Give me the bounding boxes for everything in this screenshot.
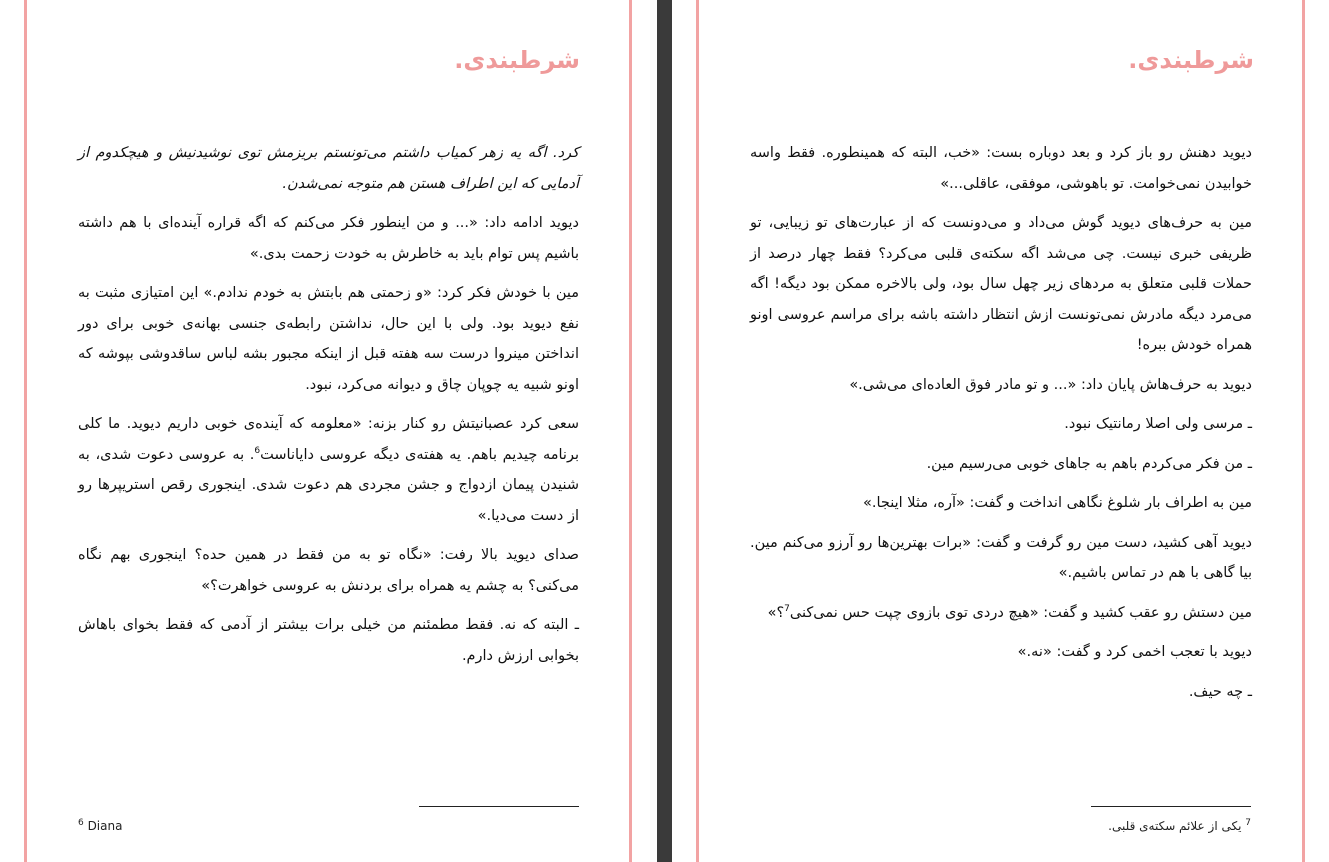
- paragraph: ـ مرسی ولی اصلا رمانتیک نبود.: [1064, 416, 1252, 432]
- footnote-number: 7: [1245, 818, 1251, 828]
- paragraph: مین به حرف‌های دیوید گوش می‌داد و می‌دونست که از عبارت‌های تو زیبایی، تو ظریفی خبری نیست. چی می‌شد اگه سکته‌ی قلبی می‌کرد؟ فقط چهار درصد از حملات قلبی متعلق به مردهای زیر چهل سال بود، ولی بالاخره ممکن بود دیگه! اگه می‌مرد دیگه مادرش نمی‌تونست ازش انتظار داشته باشه برای مراسم عروسی اونو همراه خودش ببره!: [750, 215, 1252, 353]
- footnote-divider: [419, 806, 579, 807]
- left-page-header: شرطبندی.: [454, 46, 580, 74]
- left-page-border-inner: [629, 0, 632, 862]
- paragraph: کرد. اگه یه زهر کمیاب داشتم می‌تونستم بریزمش توی نوشیدنیش و هیچکدوم از آدمایی که این اطراف هستن هم متوجه نمی‌شدن.: [78, 145, 579, 192]
- left-page-border-outer: [24, 0, 27, 862]
- right-page-border-outer: [1302, 0, 1305, 862]
- paragraph: دیوید دهنش رو باز کرد و بعد دوباره بست: «خب، البته که همینطوره. فقط واسه خوابیدن نمی‌خوامت. تو باهوشی، موفقی، عاقلی...»: [750, 145, 1252, 192]
- paragraph-text: سعی کرد عصبانیتش رو کنار بزنه: «معلومه که آینده‌ی خوبی داریم دیوید. ما کلی برنامه چیدیم باهم. یه هفته‌ی دیگه عروسی دایاناست: [78, 416, 579, 463]
- footnote: [1108, 819, 1251, 833]
- footnote-number: 6: [78, 818, 84, 828]
- left-page: [0, 0, 657, 862]
- paragraph: مین با خودش فکر کرد: «و زحمتی هم بابتش به خودم ندادم.» این امتیازی مثبت به نفع دیوید بود. ولی با این حال، نداشتن رابطه‌ی جنسی بهانه‌ی خوبی برای دور انداختن مینروا درست سه هفته قبل از اینکه مجبور بشه لباس ساقدوشی بپوشه که اونو شبیه یه چوپان چاق و دیوانه می‌کرد، نبود.: [78, 285, 579, 393]
- footnote-text: یکی از علائم سکته‌ی قلبی.: [1108, 819, 1242, 833]
- paragraph: دیوید با تعجب اخمی کرد و گفت: «نه.»: [1017, 644, 1252, 660]
- page-gutter: [657, 0, 672, 862]
- footnote-text: Diana: [87, 819, 123, 833]
- paragraph: دیوید ادامه داد: «... و من اینطور فکر می‌کنم که اگه قراره آینده‌ای با هم داشته باشیم پس توام باید به خاطرش به خودت زحمت بدی.»: [78, 215, 579, 262]
- paragraph: دیوید به حرف‌هاش پایان داد: «... و تو مادر فوق العاده‌ای می‌شی.»: [849, 376, 1252, 393]
- paragraph: ـ چه حیف.: [1188, 683, 1252, 700]
- paragraph: [78, 409, 579, 531]
- footnote-ref[interactable]: 7: [784, 603, 790, 614]
- footnote-ref[interactable]: 6: [254, 445, 261, 456]
- right-page-header: شرطبندی.: [1128, 46, 1254, 74]
- paragraph-text: مین دستش رو عقب کشید و گفت: «هیچ دردی توی بازوی چپت حس نمی‌کنی: [789, 604, 1252, 621]
- right-page: [672, 0, 1329, 862]
- paragraph: مین به اطراف بار شلوغ نگاهی انداخت و گفت: «آره، مثلا اینجا.»: [862, 495, 1252, 511]
- left-page-body: [78, 138, 579, 680]
- right-page-body: [750, 138, 1252, 716]
- paragraph: دیوید آهی کشید، دست مین رو گرفت و گفت: «برات بهترین‌ها رو آرزو می‌کنم مین. بیا گاهی با هم در تماس باشیم.»: [750, 534, 1252, 581]
- paragraph: ـ البته که نه. فقط مطمئنم من خیلی برات بیشتر از آدمی که فقط بخوای باهاش بخوابی ارزش دارم.: [78, 617, 579, 664]
- paragraph-text: . به عروسی دعوت شدی، به شنیدن پیمان ازدواج و جشن مجردی هم دعوت شدی. اینجوری رقص استریپرها رو از دست می‌دیا.»: [78, 446, 579, 524]
- paragraph: [750, 598, 1252, 629]
- paragraph: ـ من فکر می‌کردم باهم به جاهای خوبی می‌رسیم مین.: [926, 455, 1252, 472]
- footnote: [78, 819, 122, 833]
- right-page-border-inner: [696, 0, 699, 862]
- paragraph: صدای دیوید بالا رفت: «نگاه تو به من فقط در همین حده؟ اینجوری بهم نگاه می‌کنی؟ به چشم یه همراه برای بردنش به عروسی خواهرت؟»: [78, 547, 579, 594]
- footnote-divider: [1091, 806, 1251, 807]
- paragraph-text: ؟»: [767, 604, 785, 621]
